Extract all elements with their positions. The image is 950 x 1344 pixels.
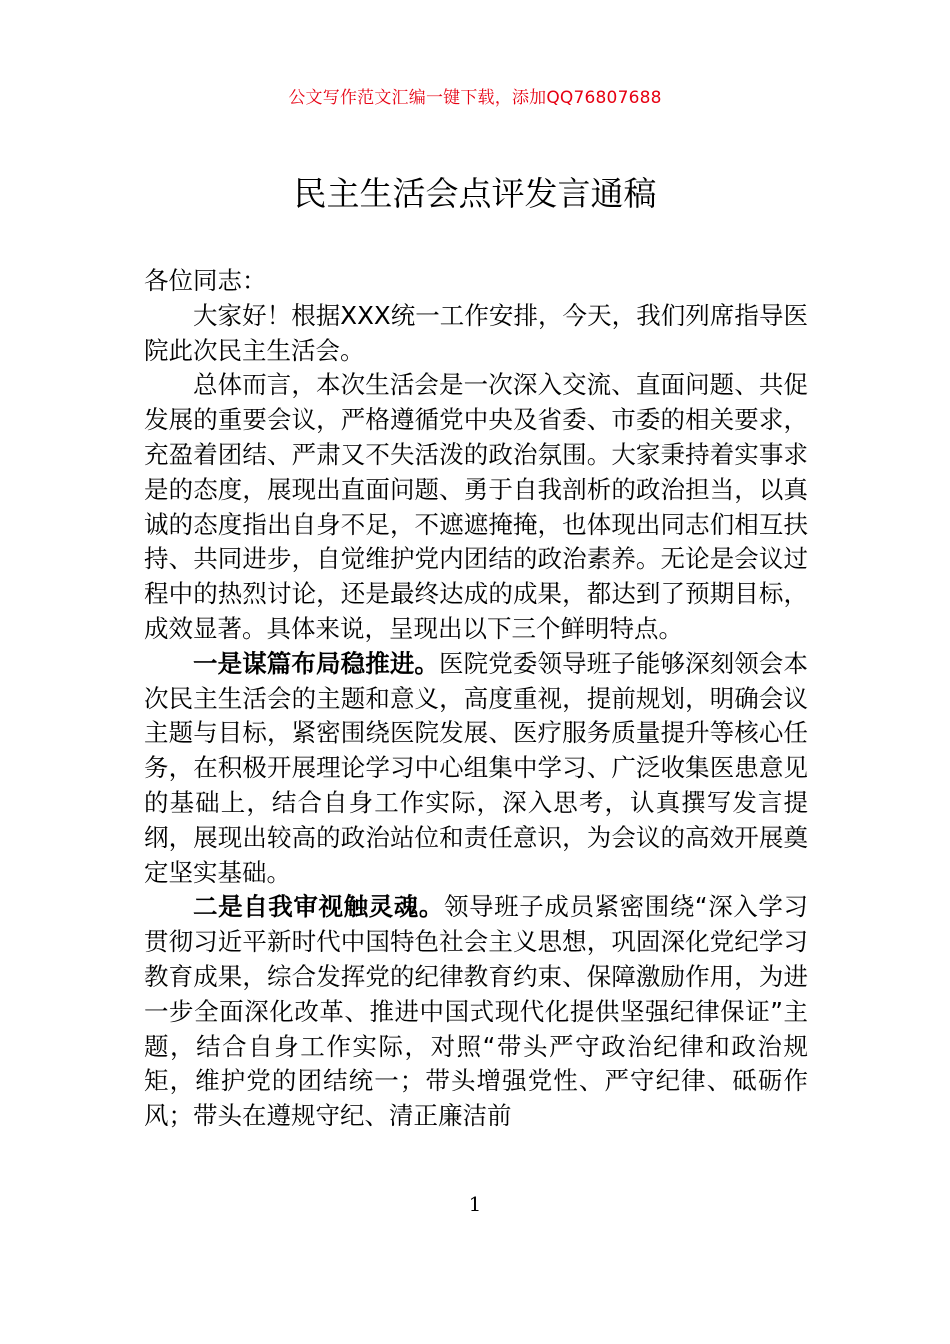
paragraph-1 [144, 299, 808, 369]
paragraph-text: 大家好！根据XXX统一工作安排，今天，我们列席指导医院此次民主生活会。 [144, 300, 808, 365]
paragraph-lead: 一是谋篇布局稳推进。 [193, 648, 440, 678]
paragraph-4 [144, 890, 808, 1134]
document-title: 民主生活会点评发言通稿 [293, 174, 657, 213]
paragraph-2 [144, 368, 808, 646]
page-number: 1 [468, 1192, 482, 1216]
paragraph-text: 总体而言，本次生活会是一次深入交流、直面问题、共促发展的重要会议，严格遵循党中央及省委、市委的相关要求，充盈着团结、严肃又不失活泼的政治氛围。大家秉持着实事求是的态度，展现出直面问题、勇于自我剖析的政治担当，以真诚的态度指出自身不足，不遮遮掩掩，也体现出同志们相互扶持、共同进步，自觉维护党内团结的政治素养。无论是会议过程中的热烈讨论，还是最终达成的成果，都达到了预期目标，成效显著。具体来说，呈现出以下三个鲜明特点。 [144, 370, 808, 643]
paragraph-text: 领导班子成员紧密围绕“深入学习贯彻习近平新时代中国特色社会主义思想，巩固深化党纪学习教育成果，综合发挥党的纪律教育约束、保障激励作用，为进一步全面深化改革、推进中国式现代化提供坚强纪律保证”主题，结合自身工作实际，对照“带头严守政治纪律和政治规矩，维护党的团结统一；带头增强党性、严守纪律、砥砺作风；带头在遵规守纪、清正廉洁前 [144, 892, 808, 1131]
promo-header: 公文写作范文汇编一键下载，添加QQ76807688 [288, 88, 662, 108]
document-body [144, 264, 808, 1134]
paragraph-text: 医院党委领导班子能够深刻领会本次民主生活会的主题和意义，高度重视，提前规划，明确会议主题与目标，紧密围绕医院发展、医疗服务质量提升等核心任务，在积极开展理论学习中心组集中学习、广泛收集医患意见的基础上，结合自身工作实际，深入思考，认真撰写发言提纲，展现出较高的政治站位和责任意识，为会议的高效开展奠定坚实基础。 [144, 648, 809, 887]
salutation: 各位同志： [144, 266, 267, 295]
paragraph-lead: 二是自我审视触灵魂。 [193, 892, 444, 922]
paragraph-3 [144, 647, 808, 891]
